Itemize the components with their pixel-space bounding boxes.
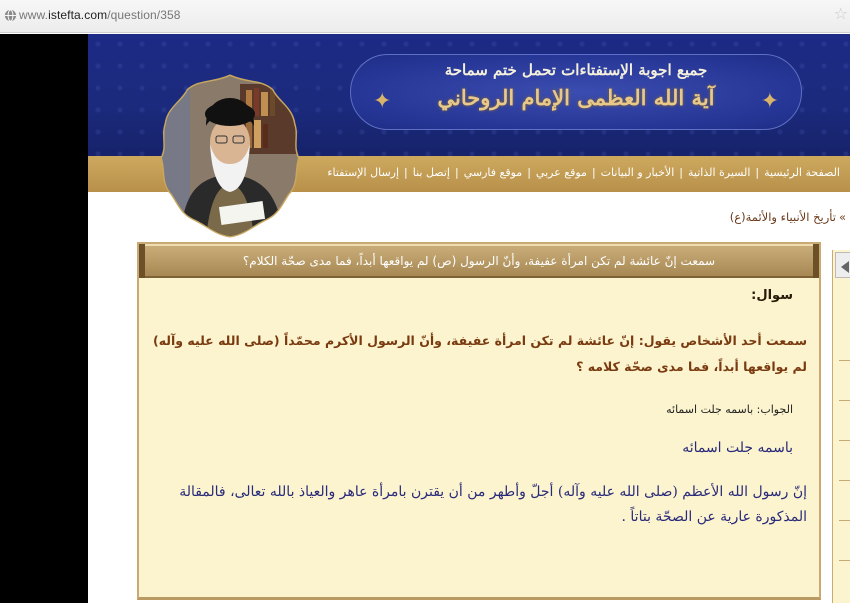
menu-separator: | (755, 166, 760, 179)
menu-item-send-question[interactable]: إرسال الإستفتاء (327, 166, 400, 179)
question-title-bar (139, 244, 819, 278)
menu-separator: | (404, 166, 408, 179)
url-domain: istefta.com (48, 8, 108, 22)
breadcrumb-link[interactable]: تأريخ الأنبياء والأئمة(ع) (729, 210, 836, 224)
menu-item-biography[interactable]: السيرة الذاتية (687, 166, 751, 179)
question-label: سوال: (751, 288, 793, 303)
url-path: /question/358 (107, 8, 181, 22)
menu-item-contact[interactable]: إتصل بنا (412, 166, 450, 179)
menu-item-arabic-site[interactable]: موقع عربي (535, 166, 587, 179)
breadcrumb (730, 210, 846, 224)
menu-separator: | (679, 166, 683, 179)
left-gutter (0, 34, 88, 603)
side-panel-line (839, 360, 850, 361)
menu-item-home[interactable]: الصفحة الرئيسية (764, 166, 840, 179)
menu-item-persian-site[interactable]: موقع فارسي (463, 166, 523, 179)
side-panel-line (839, 520, 850, 521)
menu-separator: | (591, 166, 596, 179)
side-panel-line (839, 440, 850, 441)
title-bar-corner (813, 244, 819, 278)
title-plaque (350, 54, 802, 130)
browser-address-bar[interactable] (0, 0, 850, 33)
question-text: سمعت أحد الأشخاص يقول: إنّ عائشة لم تكن امرأة عفيفة، وأنّ الرسول الأكرم محمّداً (صلى الله عليه وآله) لم يواقعها أبداً، فما مدى صحّة كلامه ؟ (153, 333, 807, 374)
banner-tagline: جميع اجوبة الإستفتاءات تحمل ختم سماحة (444, 61, 708, 79)
side-panel (832, 250, 850, 603)
menu-separator: | (454, 166, 459, 179)
side-panel-toggle[interactable] (835, 252, 850, 278)
url-prefix: www. (19, 8, 49, 22)
ornament-icon: ✦ (760, 89, 779, 114)
side-panel-line (839, 400, 850, 401)
ornament-icon: ✦ (373, 89, 392, 114)
banner-title: آية الله العظمى الإمام الروحاني (437, 85, 715, 110)
side-panel-line (839, 560, 850, 561)
breadcrumb-chevron-icon: » (838, 210, 846, 224)
main-menu (327, 166, 840, 179)
side-panel-line (839, 480, 850, 481)
url-text[interactable] (19, 8, 181, 22)
menu-item-news[interactable]: الأخبار و البيانات (600, 166, 675, 179)
cleric-portrait (160, 74, 300, 238)
menu-separator: | (527, 166, 531, 179)
answer-heading: باسمه جلت اسمائه (682, 440, 793, 456)
question-panel (137, 242, 821, 600)
arrow-left-icon (841, 261, 849, 273)
globe-icon (4, 9, 17, 22)
bookmark-star-icon[interactable]: ☆ (833, 4, 848, 23)
answer-label: الجواب: باسمه جلت اسمائه (666, 403, 793, 416)
question-title: سمعت إنّ عائشة لم تكن امرأة عفيفة، وأنّ الرسول (ص) لم يواقعها أبداً، فما مدى صحّة الكلام؟ (242, 254, 716, 268)
answer-text: إنّ رسول الله الأعظم (صلى الله عليه وآله) أجلّ وأطهر من أن يقترن بامرأة عاهر والعياذ بالله تعالى، فالمقالة المذكورة عارية عن الصحّة بتاتاً . (179, 484, 807, 525)
